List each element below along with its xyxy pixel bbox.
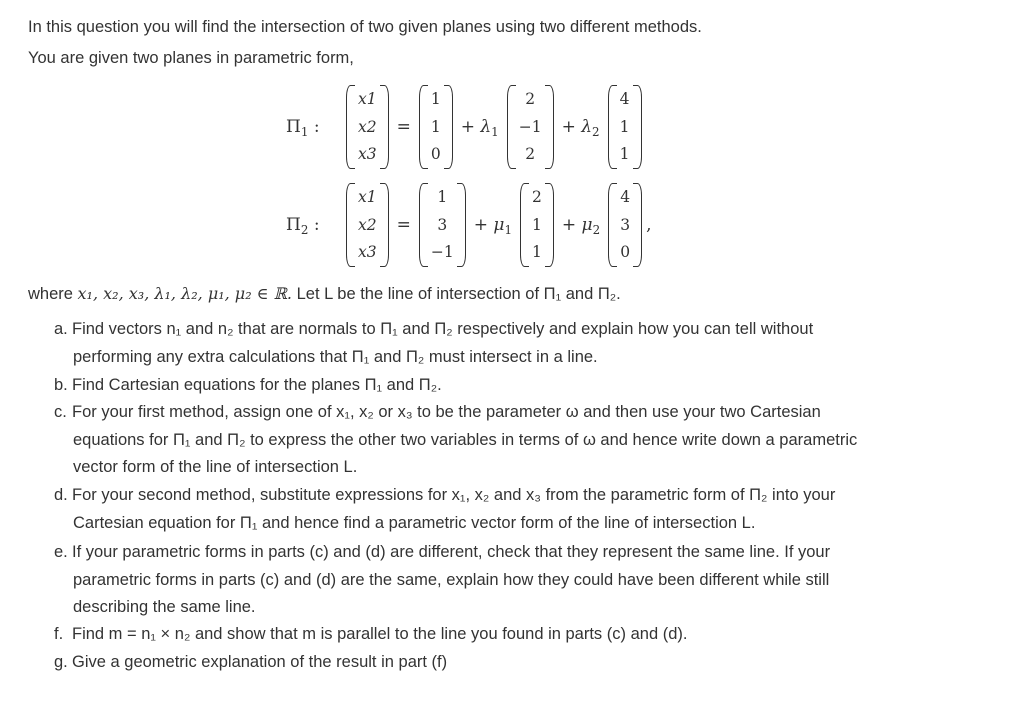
plane2-direction-1: 2 1 1 [520,183,554,267]
part-line: describing the same line. [73,598,256,616]
part-b [54,372,1004,400]
part-line: d. For your second method, substitute expressions for x₁, x₂ and x₃ from the parametric form of Π₂ into your [54,482,1004,510]
part-d [54,482,1004,537]
part-line: equations for Π₁ and Π₂ to express the other two variables in terms of ω and hence write down a parametric [73,430,858,449]
plane1-lhs-vector: x1 x2 x3 [346,85,389,169]
part-g [54,649,1004,677]
part-label: g. [54,653,68,671]
plane1-direction-1: 2 −1 2 [507,85,554,169]
part-c [54,399,1004,482]
part-line: vector form of the line of intersection L. [73,458,358,476]
part-e [54,539,1004,622]
part-line: Cartesian equation for Π₁ and hence find a parametric vector form of the line of intersection L. [73,513,756,532]
part-line: a. Find vectors n₁ and n₂ that are normals to Π₁ and Π₂ respectively and explain how you can tell without [54,316,1004,344]
part-line: b. Find Cartesian equations for the planes Π₁ and Π₂. [54,372,1004,400]
plane2-lhs-vector: x1 x2 x3 [346,183,389,267]
part-f [54,621,1004,649]
plane2-label: $\Pi_2$ : [286,215,320,237]
part-line: g. Give a geometric explanation of the result in part (f) [54,649,1004,677]
plane2-point-vector: 1 3 −1 [419,183,466,267]
plane1-point-vector: 1 1 0 [419,85,453,169]
plane2-direction-2: 4 3 0 [608,183,642,267]
plane1-label: $\Pi_1$ : [286,117,320,139]
plane2-equation: $\Pi_2$ : x1 x2 x3 = 1 3 −1 + $\mu_1$ 2 1 1 + $\mu_2$ 4 3 0 , [286,176,659,274]
part-label: a. [54,320,68,338]
part-a [54,316,1004,371]
part-line: performing any extra calculations that Π₁ and Π₂ must intersect in a line. [73,347,598,366]
intro-line-2: You are given two planes in parametric form, [28,49,354,67]
part-label: f. [54,625,64,643]
part-line: parametric forms in parts (c) and (d) are the same, explain how they could have been different while still [73,570,830,589]
part-label: c. [54,403,67,421]
part-label: e. [54,543,68,561]
where-line: where x₁, x₂, x₃, λ₁, λ₂, μ₁, μ₂ ∈ ℝ. Let L be the line of intersection of Π₁ and Π₂. [28,284,621,303]
part-line: e. If your parametric forms in parts (c) and (d) are different, check that they represent the same line. If your [54,539,1004,567]
intro-line-1: In this question you will find the intersection of two given planes using two different methods. [28,18,702,36]
part-label: b. [54,376,68,394]
part-line: f. Find m = n₁ × n₂ and show that m is parallel to the line you found in parts (c) and (d). [54,621,1004,649]
plane1-direction-2: 4 1 1 [608,85,642,169]
part-label: d. [54,486,68,504]
plane1-equation: $\Pi_1$ : x1 x2 x3 = 1 1 0 + $\lambda_1$ 2 −1 2 + $\lambda_2$ 4 1 1 [286,78,642,176]
part-line: c. For your first method, assign one of x₁, x₂ or x₃ to be the parameter ω and then use your two Cartesian [54,399,1004,427]
